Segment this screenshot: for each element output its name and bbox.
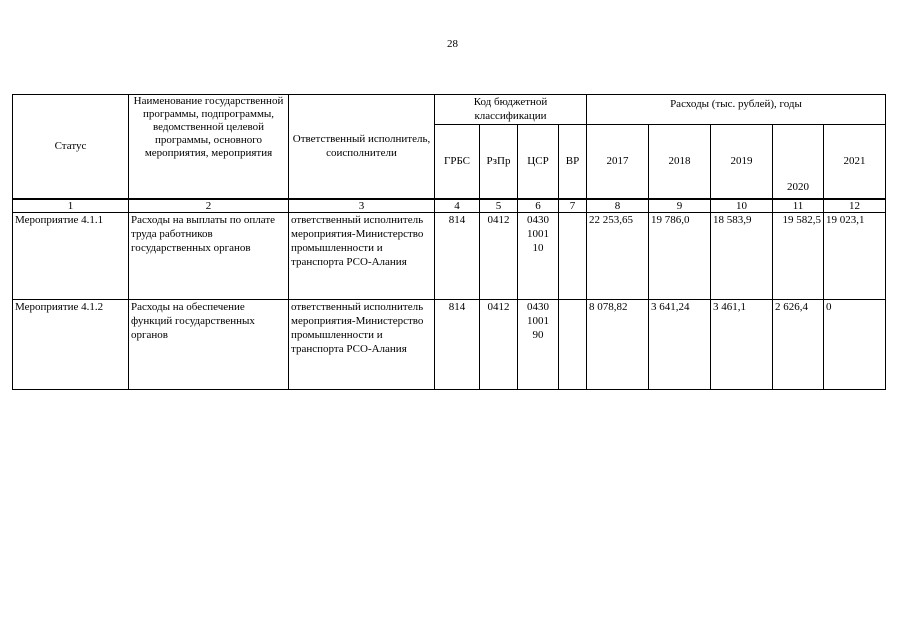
row-csr <box>518 299 559 389</box>
column-number: 1 <box>13 199 129 213</box>
column-number: 2 <box>129 199 289 213</box>
column-number: 4 <box>435 199 480 213</box>
header-year-2017: 2017 <box>587 125 649 199</box>
row-y2018: 19 786,0 <box>649 212 711 299</box>
budget-table <box>12 94 886 390</box>
row-y2020: 19 582,5 <box>773 212 824 299</box>
row-name: Расходы на выплаты по оплате труда работников государственных органов <box>129 212 289 299</box>
row-status: Мероприятие 4.1.1 <box>13 212 129 299</box>
row-y2019: 18 583,9 <box>711 212 773 299</box>
row-rzpr: 0412 <box>480 299 518 389</box>
header-year-2020: 2020 <box>773 125 824 199</box>
header-grbs: ГРБС <box>435 125 480 199</box>
header-vr: ВР <box>559 125 587 199</box>
header-rzpr: РзПр <box>480 125 518 199</box>
row-y2017: 8 078,82 <box>587 299 649 389</box>
row-y2020: 2 626,4 <box>773 299 824 389</box>
header-status: Статус <box>13 95 129 199</box>
header-year-2018: 2018 <box>649 125 711 199</box>
column-number: 6 <box>518 199 559 213</box>
row-status: Мероприятие 4.1.2 <box>13 299 129 389</box>
header-year-2021: 2021 <box>824 125 886 199</box>
header-csr: ЦСР <box>518 125 559 199</box>
column-number: 8 <box>587 199 649 213</box>
row-y2017: 22 253,65 <box>587 212 649 299</box>
page-number: 28 <box>447 38 458 50</box>
row-grbs: 814 <box>435 212 480 299</box>
header-expenses: Расходы (тыс. рублей), годы <box>587 95 886 125</box>
row-csr-text: 0430 1001 10 <box>527 213 549 254</box>
row-csr-text: 0430 1001 90 <box>527 300 549 341</box>
row-y2021: 0 <box>824 299 886 389</box>
row-y2021: 19 023,1 <box>824 212 886 299</box>
row-y2018: 3 641,24 <box>649 299 711 389</box>
row-vr <box>559 212 587 299</box>
table-row <box>13 299 886 389</box>
column-number: 10 <box>711 199 773 213</box>
column-number: 3 <box>289 199 435 213</box>
header-executor: Ответственный исполнитель, соисполнители <box>289 95 435 199</box>
header-budget-code: Код бюджетной классификации <box>435 95 587 125</box>
row-executor: ответственный исполнитель мероприятия-Министерство промышленности и транспорта РСО-Алания <box>289 299 435 389</box>
column-number: 11 <box>773 199 824 213</box>
table-row <box>13 212 886 299</box>
row-y2019: 3 461,1 <box>711 299 773 389</box>
column-number: 5 <box>480 199 518 213</box>
column-number: 9 <box>649 199 711 213</box>
header-year-2019: 2019 <box>711 125 773 199</box>
column-number: 12 <box>824 199 886 213</box>
column-number: 7 <box>559 199 587 213</box>
row-name: Расходы на обеспечение функций государственных органов <box>129 299 289 389</box>
row-rzpr: 0412 <box>480 212 518 299</box>
row-grbs: 814 <box>435 299 480 389</box>
row-executor: ответственный исполнитель мероприятия-Министерство промышленности и транспорта РСО-Алания <box>289 212 435 299</box>
header-name: Наименование государственной программы, подпрограммы, ведомственной целевой программы, основного мероприятия, мероприятия <box>129 95 289 199</box>
row-vr <box>559 299 587 389</box>
row-csr <box>518 212 559 299</box>
